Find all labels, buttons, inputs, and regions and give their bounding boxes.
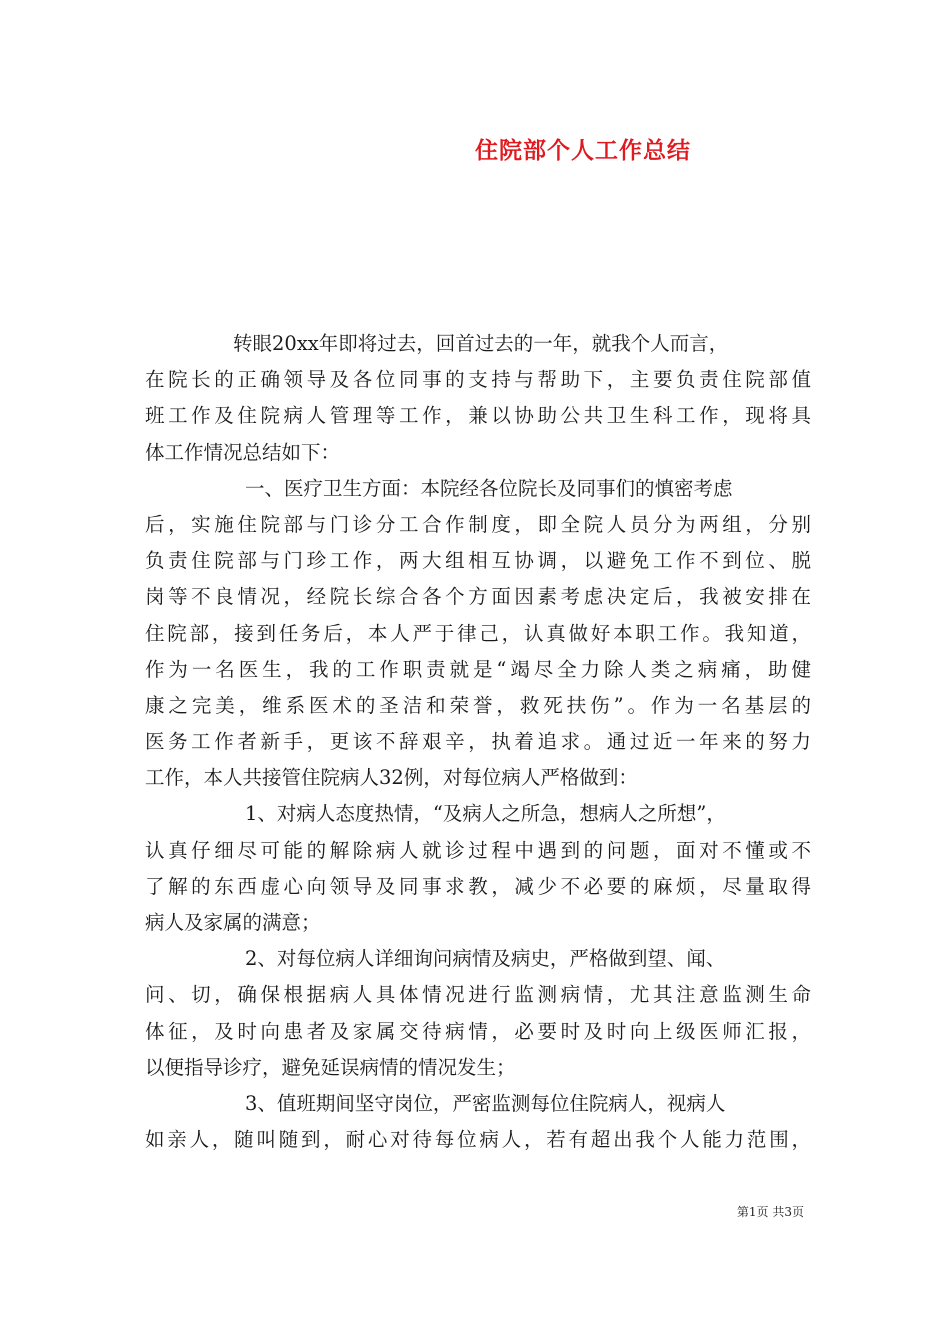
paragraph-line: 体征，及时向患者及家属交待病情，必要时及时向上级医师汇报， (145, 1019, 811, 1043)
paragraph-line: 3、值班期间坚守岗位，严密监测每位住院病人，视病人 (245, 1091, 726, 1115)
paragraph-line: 在院长的正确领导及各位同事的支持与帮助下，主要负责住院部值 (145, 368, 811, 392)
page-number-footer: 第1页 共3页 (736, 1205, 804, 1219)
paragraph-line: 岗等不良情况，经院长综合各个方面因素考虑决定后，我被安排在 (145, 585, 811, 609)
paragraph-line: 体工作情况总结如下： (145, 440, 341, 464)
paragraph-line: 了解的东西虚心向领导及同事求教，减少不必要的麻烦，尽量取得 (145, 874, 811, 898)
paragraph-line: 后，实施住院部与门诊分工合作制度，即全院人员分为两组，分别 (145, 512, 811, 536)
document-body (145, 326, 811, 1158)
paragraph-line: 以便指导诊疗，避免延误病情的情况发生； (145, 1055, 516, 1079)
paragraph-line: 如亲人，随叫随到，耐心对待每位病人，若有超出我个人能力范围， (145, 1128, 811, 1152)
paragraph-line: 作为一名医生，我的工作职责就是“竭尽全力除人类之病痛，助健 (145, 657, 811, 681)
paragraph-line: 病人及家属的满意； (145, 911, 321, 934)
paragraph-line: 2、对每位病人详细询问病情及病史，严格做到望、闻、 (245, 947, 726, 971)
paragraph-line: 住院部，接到任务后，本人严于律己，认真做好本职工作。我知道， (145, 621, 811, 645)
paragraph-line: 医务工作者新手，更该不辞艰辛，执着追求。通过近一年来的努力 (145, 730, 811, 754)
paragraph-line: 一、医疗卫生方面：本院经各位院长及同事们的慎密考虑 (245, 476, 733, 500)
paragraph-line: 认真仔细尽可能的解除病人就诊过程中遇到的问题，面对不懂或不 (145, 838, 811, 862)
paragraph-line: 转眼20xx年即将过去，回首过去的一年，就我个人而言， (233, 332, 729, 355)
paragraph-line: 工作，本人共接管住院病人32例，对每位病人严格做到： (145, 766, 638, 790)
paragraph-line: 负责住院部与门珍工作，两大组相互协调，以避免工作不到位、脱 (145, 549, 811, 573)
paragraph-line: 班工作及住院病人管理等工作，兼以协助公共卫生科工作，现将具 (145, 404, 811, 428)
paragraph-line: 问、切，确保根据病人具体情况进行监测病情，尤其注意监测生命 (145, 983, 811, 1007)
paragraph-line: 1、对病人态度热情，“及病人之所急，想病人之所想”， (245, 802, 726, 826)
paragraph-line: 康之完美，维系医术的圣洁和荣誉，救死扶伤”。作为一名基层的 (145, 693, 811, 717)
document-title: 住院部个人工作总结 (475, 137, 691, 164)
